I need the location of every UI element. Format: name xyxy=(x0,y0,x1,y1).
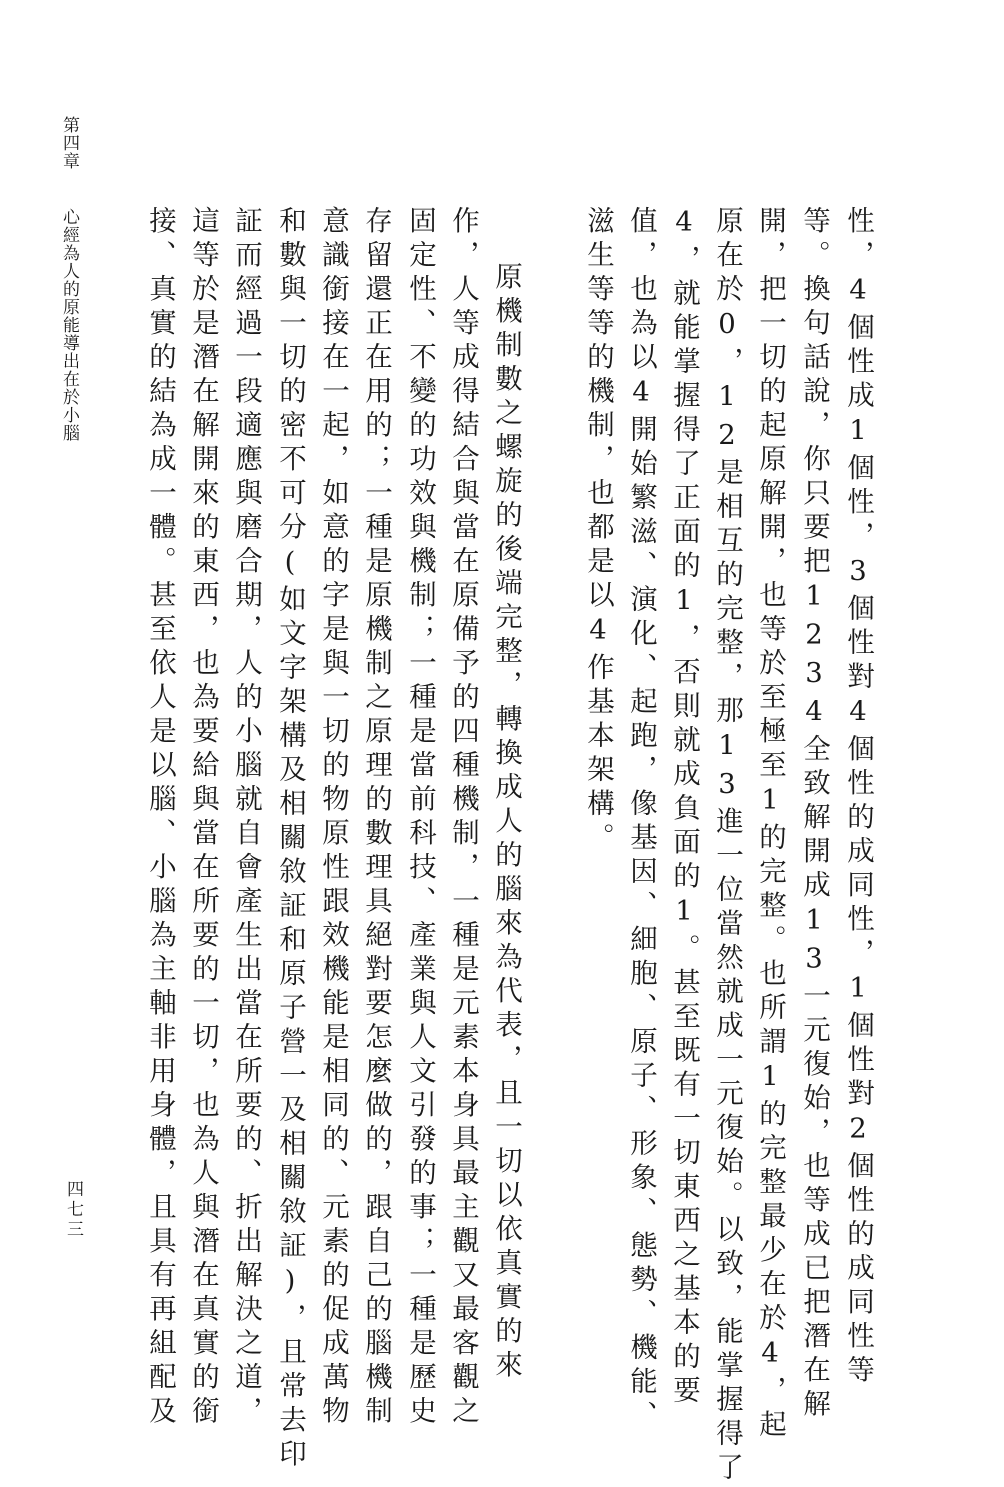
text-column: 接、真實的結為成一體。甚至依人是以腦、小腦為主軸非用身體，且具有再組配及 xyxy=(144,206,176,1430)
text-column: 性，4個性成1個性，3個性對4個性的成同性，1個性對2個性的成同性等 xyxy=(842,206,874,1389)
text-column: 原機制數之螺旋的後端完整，轉換成人的腦來為代表，且一切以依真實的來 xyxy=(490,262,522,1384)
page-number: 四七三 xyxy=(63,1180,83,1240)
text-column: 和數與一切的密不可分(如文字架構及相關敘証和原子營一及相關敘証)，且常去印 xyxy=(274,206,306,1473)
text-column: 等。換句話說，你只要把1234全致解開成13一元復始，也等成已把潛在解 xyxy=(798,206,830,1423)
text-column: 固定性、不變的功效與機制；一種是當前科技、產業與人文引發的事；一種是歷史 xyxy=(404,206,436,1430)
text-column: 值，也為以4開始繁滋、演化、起跑，像基因、細胞、原子、形象、態勢、機能、 xyxy=(625,206,657,1435)
text-column: 証而經過一段適應與磨合期，人的小腦就自會產生出當在所要的、折出解決之道， xyxy=(230,206,262,1430)
text-column: 存留還正在用的；一種是原機制之原理的數理具絕對要怎麼做的，跟自己的腦機制 xyxy=(360,206,392,1430)
chapter-label: 第四章 xyxy=(59,116,79,170)
chapter-title: 心經為人的原能導出在於小腦 xyxy=(59,208,79,442)
running-header xyxy=(58,116,80,170)
text-column: 原在於0，12是相互的完整，那13進一位當然就成一元復始。以致，能掌握得了 xyxy=(711,206,743,1487)
text-column: 開，把一切的起原解開，也等於至極至1的完整。也所謂1的完整最少在於4，起 xyxy=(754,206,786,1444)
text-column: 意識銜接在一起，如意的字是與一切的物原性跟效機能是相同的、元素的促成萬物 xyxy=(317,206,349,1430)
text-column: 作，人等成得結合與當在原備予的四種機制，一種是元素本身具最主觀又最客觀之 xyxy=(447,206,479,1430)
text-column: 4，就能掌握得了正面的1，否則就成負面的1。甚至既有一切東西之基本的要 xyxy=(668,206,700,1410)
text-column: 滋生等等的機制，也都是以4作基本架構。 xyxy=(582,206,614,857)
text-column: 這等於是潛在解開來的東西，也為要給與當在所要的一切，也為人與潛在真實的銜 xyxy=(187,206,219,1430)
